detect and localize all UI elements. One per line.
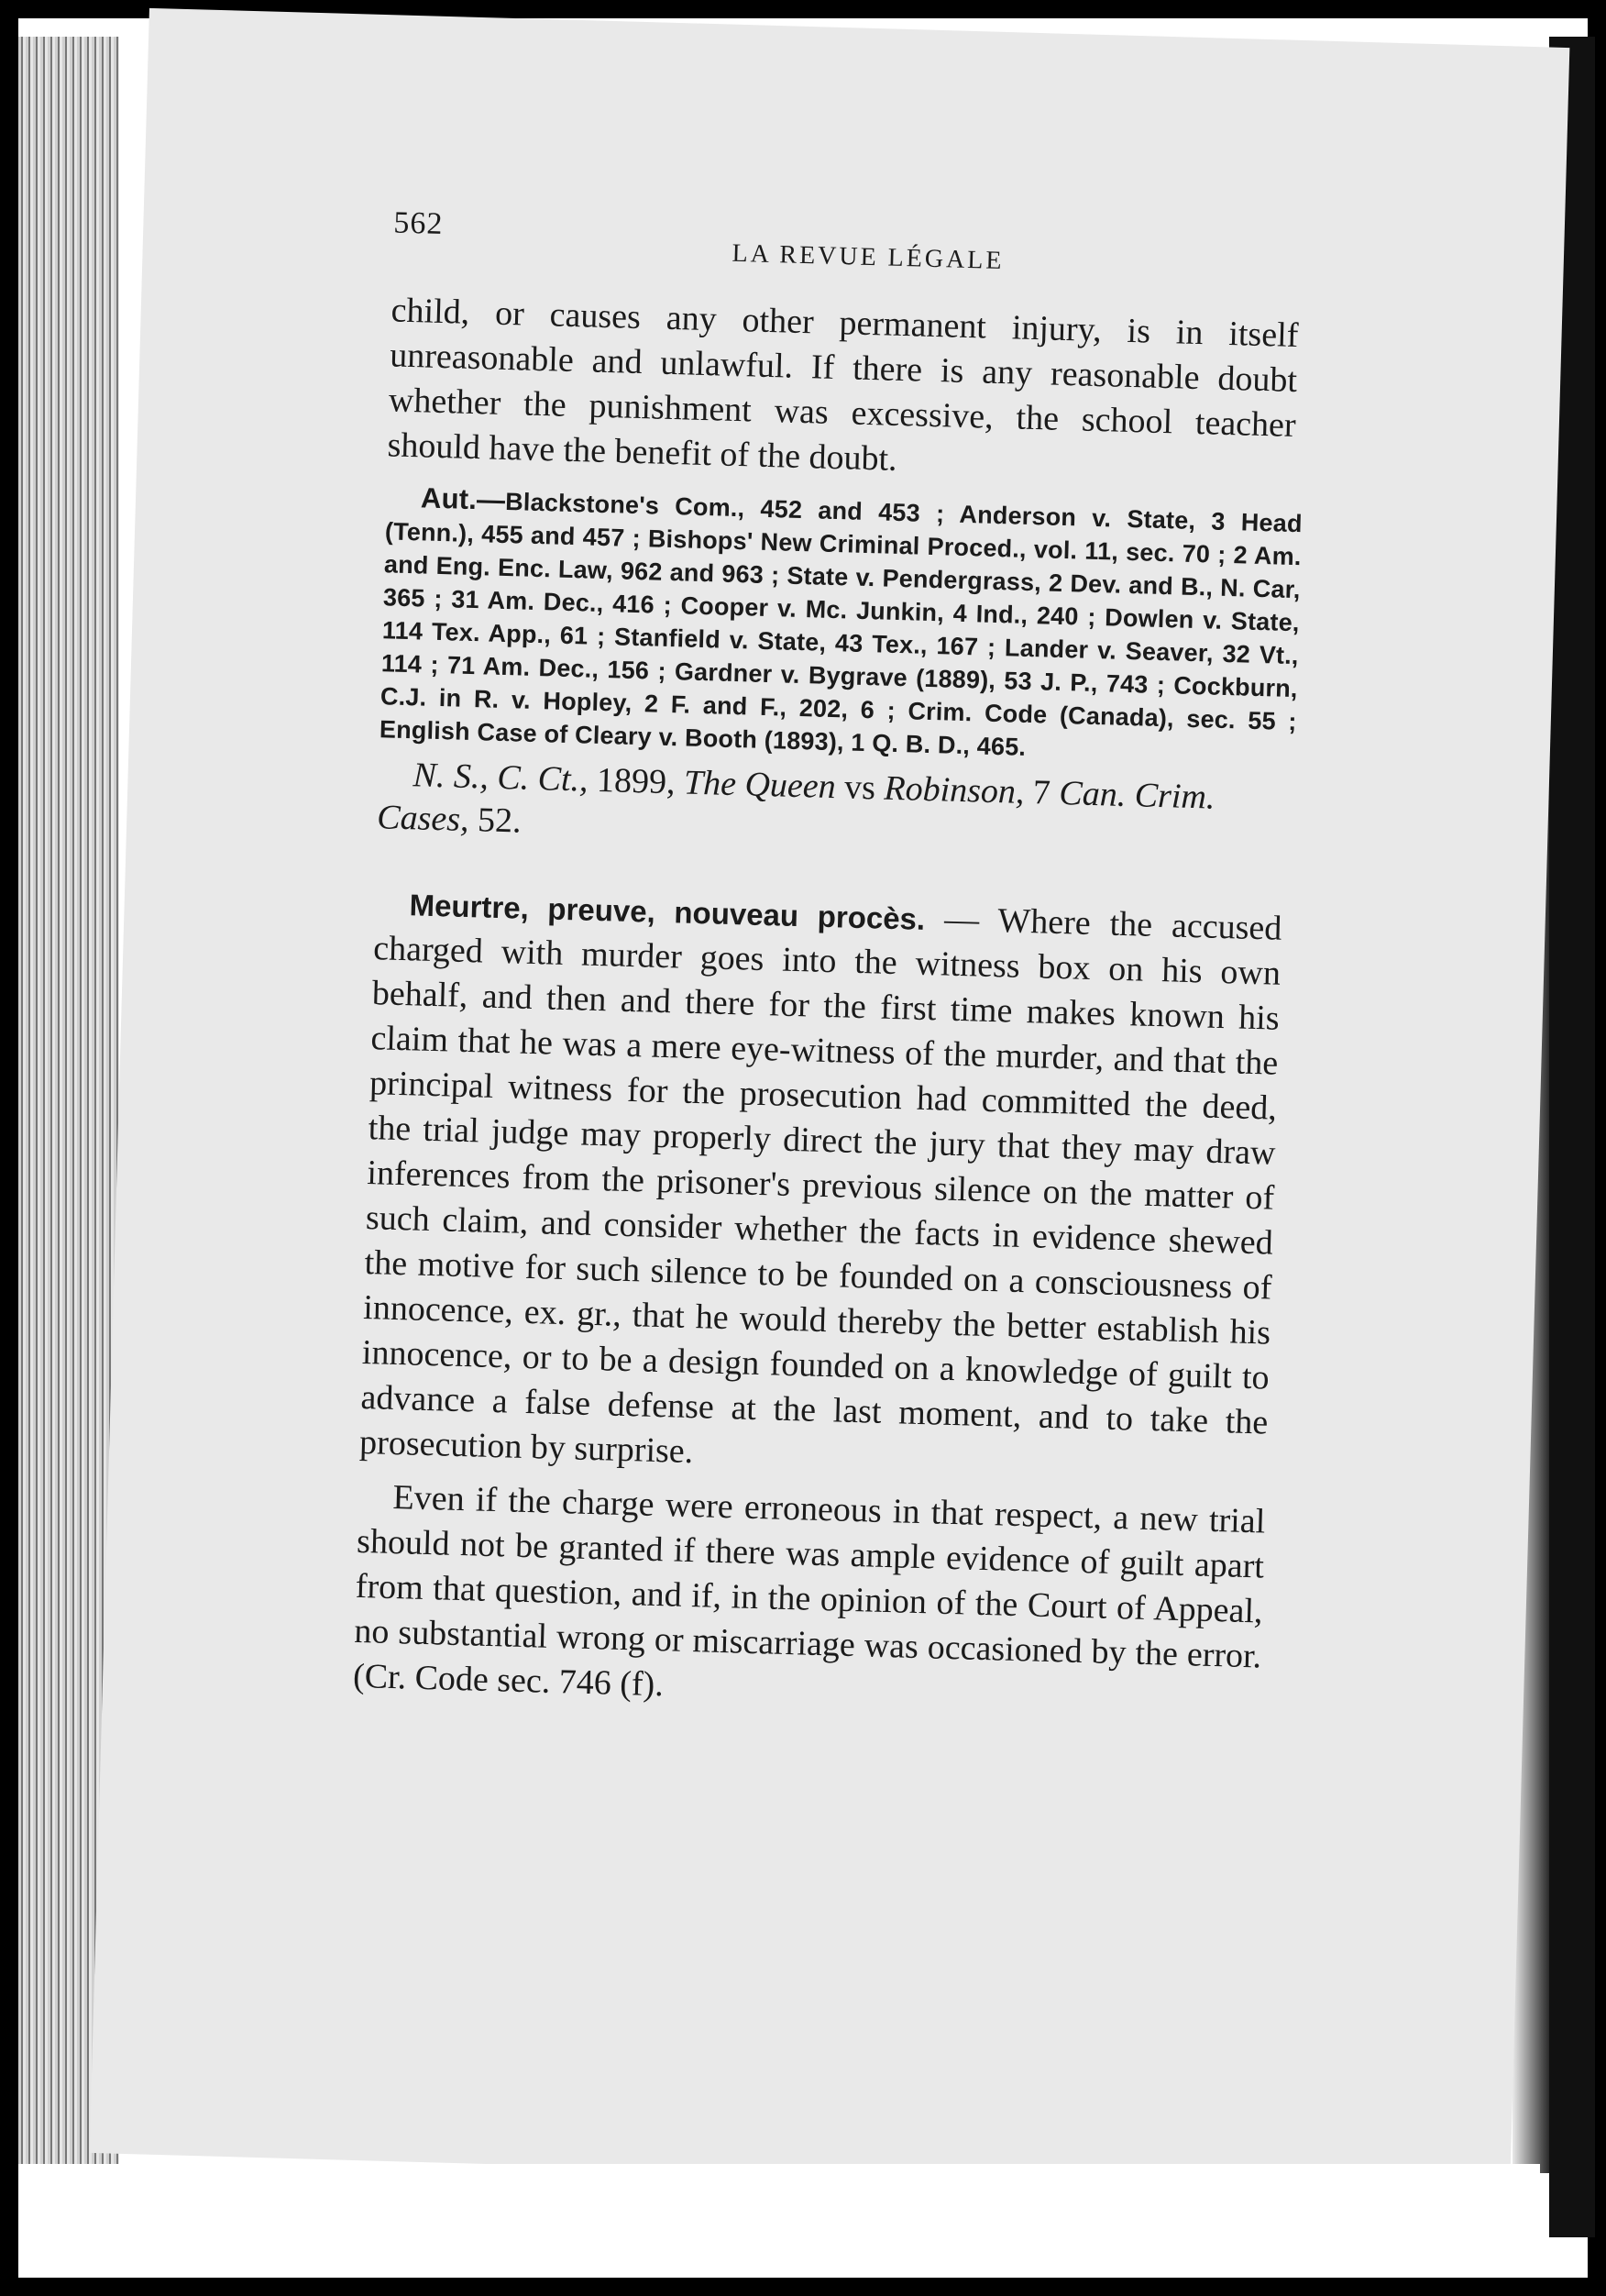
opening-paragraph: child, or causes any other permanent injury, is in itself unreasonable and unlawful. If there is any reasonable doubt whether the punishment was excessive, the school teacher should have the benefit of the doubt.: [387, 291, 1299, 479]
authorities-text: Blackstone's Com., 452 and 453 ; Anderson v. State, 3 Head (Tenn.), 455 and 457 ; Bishops' New Criminal Proced., vol. 11, sec. 70 ; 2 Am. and Eng. Enc. Law, 962 and 963 ; State v. Pendergrass, 2 Dev. and B., N. Car, 365 ; 31 Am. Dec., 416 ; Cooper v. Mc. Junkin, 4 Ind., 240 ; Dowlen v. State, 114 Tex. App., 61 ; Stanfield v. State, 43 Tex., 167 ; Lander v. Seaver, 32 Vt., 114 ; 71 Am. Dec., 156 ; Gardner v. Bygrave (1889), 53 J. P., 743 ; Cockburn, C.J. in R. v. Hopley, 2 F. and F., 202, 6 ; Crim. Code (Canada), sec. 55 ; English Case of Cleary v. Booth (1893), 1 Q. B. D., 465.: [379, 487, 1304, 761]
citation-reporter: Can. Crim. Cases,: [376, 773, 1216, 839]
citation-party: Robinson,: [883, 768, 1026, 811]
page-number: 562: [392, 205, 444, 241]
authorities-references: [233, 477, 1304, 771]
section-paragraph-1: [213, 878, 1282, 1491]
page-content: [206, 202, 1304, 1724]
citation-case: The Queen: [683, 763, 837, 807]
citation-vs: vs: [843, 767, 876, 808]
section-paragraph-1-text: Where the accused charged with murder goes into the witness box on his own behalf, and then and there for the first time makes known his claim that he was a mere eye-witness of the murder, and that the principal witness for the prosecution had committed the deed, the trial judge may properly direct the jury that they may draw inferences from the prisoner's previous silence on the matter of such claim, and consider whether the facts in evidence shewed the motive for such silence to be founded on a consciousness of innocence, ex. gr., that he would thereby the better establish his innocence, or to be a design founded on a knowledge of guilt to advance a false defense at the last moment, and to take the prosecution by surprise.: [358, 901, 1282, 1472]
scan-bottom-margin: [37, 2164, 1540, 2265]
running-head: LA REVUE LÉGALE: [732, 238, 1005, 276]
citation-court: N. S., C. Ct.,: [412, 756, 589, 800]
section-murder-evidence: [206, 878, 1282, 1724]
section-title: Meurtre, preuve, nouveau procès.: [409, 888, 926, 936]
authorities-label: Aut.—: [420, 481, 506, 516]
section-paragraph-2: Even if the charge were erroneous in that respect, a new trial should not be granted if there was ample evidence of guilt apart from that question, and if, in the opinion of the Court of Appeal, no substantial wrong or miscarriage was occasioned by the error. (Cr. Code sec. 746 (f).: [352, 1477, 1266, 1705]
citation-page: 52.: [477, 800, 522, 841]
citation-volume: 7: [1032, 773, 1051, 812]
citation-year: 1899,: [596, 760, 676, 802]
section-dash: —: [943, 900, 980, 940]
